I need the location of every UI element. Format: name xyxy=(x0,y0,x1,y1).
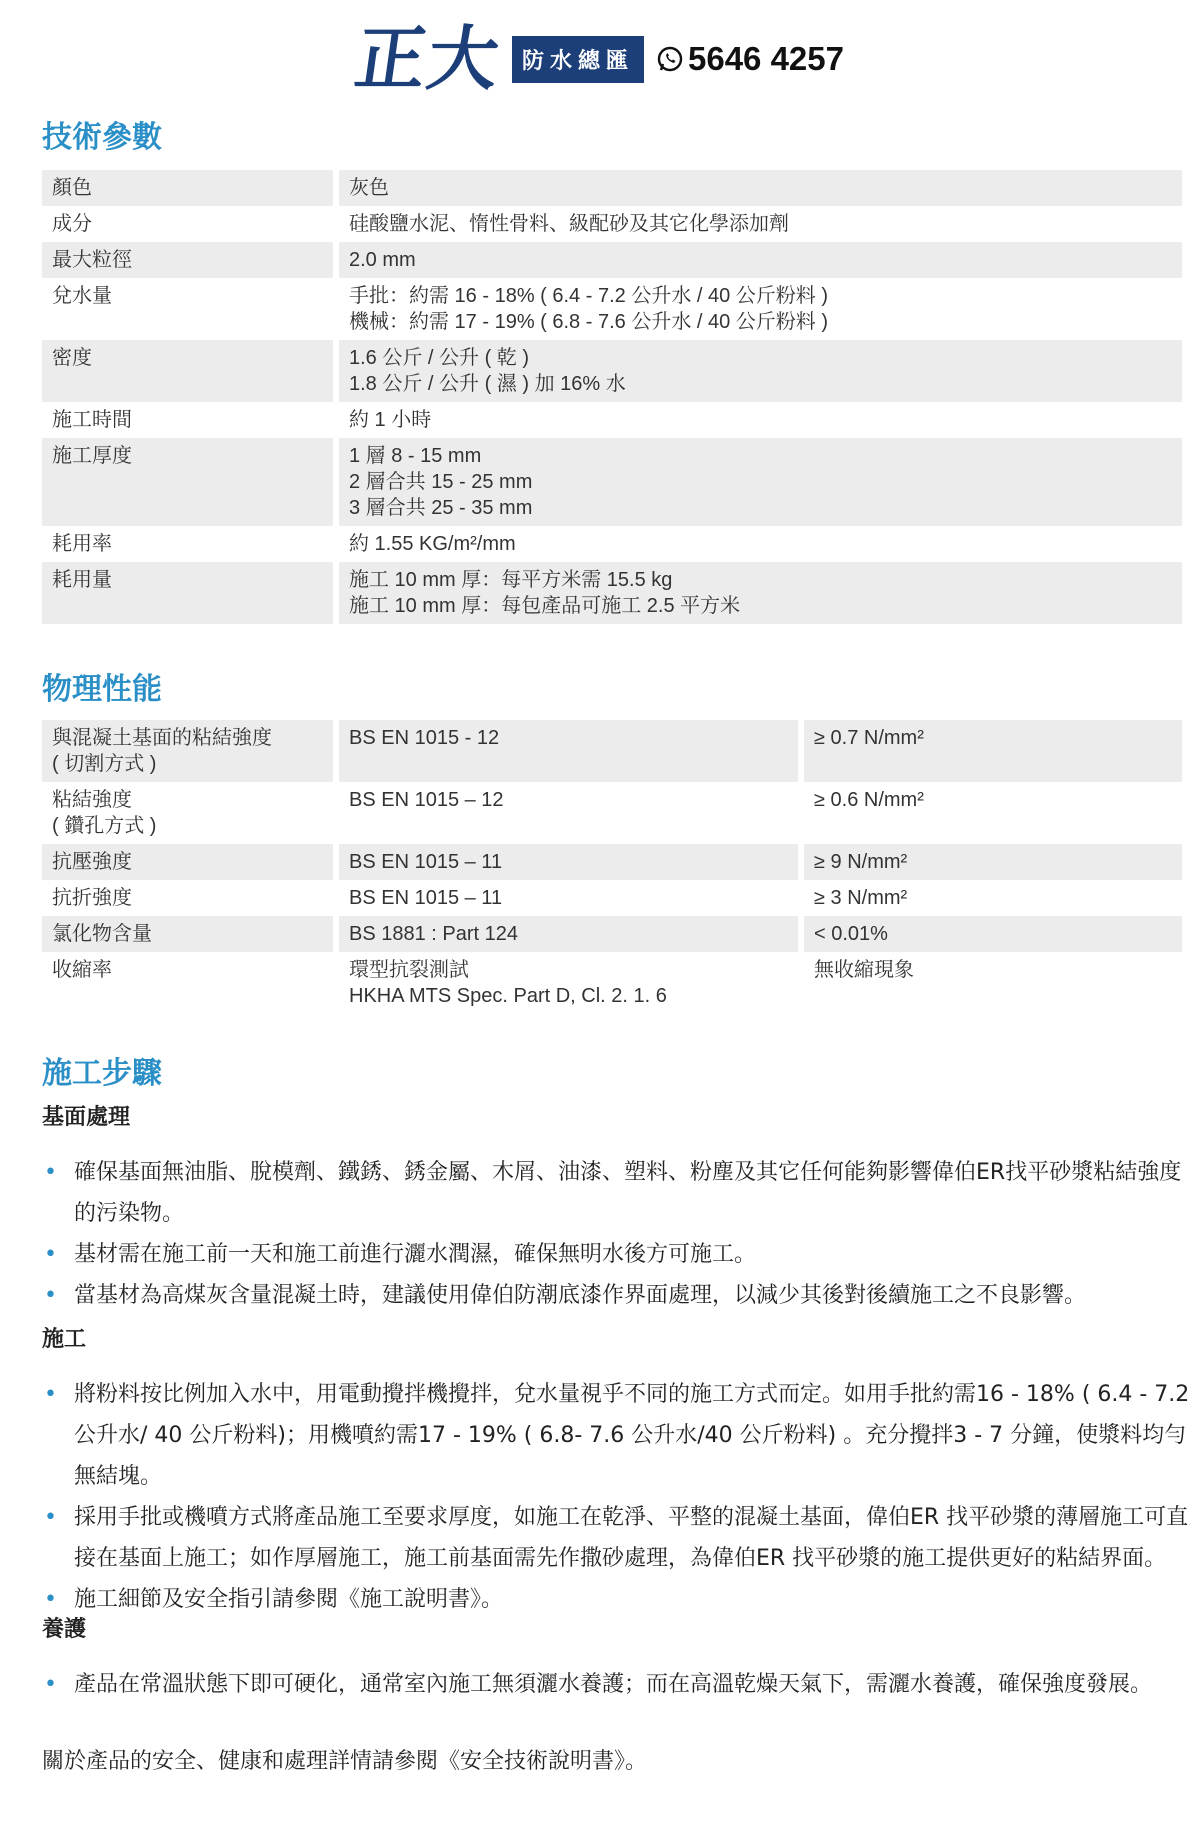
cell-line: 氯化物含量 xyxy=(52,923,152,945)
bullet-icon: • xyxy=(44,1382,57,1407)
bullet-icon: • xyxy=(44,1505,57,1530)
list-item xyxy=(42,1234,1192,1275)
cell-line: 機械：約需 17 - 19% ( 6.8 - 7.6 公升水 / 40 公斤粉料 ) xyxy=(349,311,829,333)
cell-line: 2.0 mm xyxy=(349,249,416,271)
cell-line: BS 1881 : Part 124 xyxy=(349,923,519,945)
tech-params-table xyxy=(42,170,1182,624)
list-item xyxy=(42,1275,1192,1316)
param-value xyxy=(339,438,1182,526)
table-row xyxy=(42,952,1182,1014)
property-value: ≥ 0.7 N/mm² xyxy=(804,720,1182,782)
bullet-icon: • xyxy=(44,1587,57,1612)
physical-table xyxy=(42,720,1182,1014)
brand-tagline: 防水總匯 xyxy=(512,36,644,83)
cell-line: 抗壓強度 xyxy=(52,851,132,873)
test-standard xyxy=(339,952,804,1014)
param-label: 密度 xyxy=(42,340,339,402)
param-value xyxy=(339,402,1182,438)
property-label xyxy=(42,720,339,782)
cell-line: 粘結強度 xyxy=(52,789,132,811)
tech-params-title: 技術參數 xyxy=(42,120,162,155)
table-row xyxy=(42,242,1182,278)
property-label xyxy=(42,880,339,916)
cell-line: 與混凝土基面的粘結強度 xyxy=(52,727,272,749)
test-standard xyxy=(339,916,804,952)
safety-note: 關於產品的安全、健康和處理詳情請參閱《安全技術說明書》。 xyxy=(42,1749,648,1774)
property-label xyxy=(42,844,339,880)
property-value: 無收縮現象 xyxy=(814,959,914,981)
list-item xyxy=(42,1152,1192,1234)
list-item xyxy=(42,1497,1192,1579)
list-item-text: 當基材為高煤灰含量混凝土時，建議使用偉伯防潮底漆作界面處理，以減少其後對後續施工之不良影響。 xyxy=(74,1283,1087,1308)
property-value: ≥ 0.6 N/mm² xyxy=(814,789,924,811)
cell-line: ( 切割方式 ) xyxy=(52,753,157,775)
list-item-text: 將粉料按比例加入水中，用電動攪拌機攪拌，兌水量視乎不同的施工方式而定。如用手批約需16 - 18% ( 6.4 - 7.2 公升水/ 40 公斤粉料)；用機噴約需17 - 19% ( 6.8- 7.6 公升水/40 公斤粉料) 。充分攪拌3 - 7 分鐘，使漿料均勻無結塊。 xyxy=(74,1382,1190,1489)
whatsapp-icon xyxy=(656,45,684,73)
list-item xyxy=(42,1374,1192,1497)
list-item-text: 產品在常溫狀態下即可硬化，通常室內施工無須灑水養護；而在高溫乾燥天氣下，需灑水養護，確保強度發展。 xyxy=(74,1672,1153,1697)
param-label: 耗用量 xyxy=(42,562,339,624)
bullet-icon: • xyxy=(44,1672,57,1697)
list-item xyxy=(42,1579,1192,1620)
param-label: 成分 xyxy=(42,206,339,242)
phone-number[interactable] xyxy=(656,40,844,78)
param-value xyxy=(339,562,1182,624)
param-value xyxy=(339,170,1182,206)
cell-line: ( 鑽孔方式 ) xyxy=(52,815,157,837)
curing-title: 養護 xyxy=(42,1617,87,1642)
cell-line: 1.6 公斤 / 公升 ( 乾 ) xyxy=(349,347,530,369)
list-item xyxy=(42,1664,1192,1705)
bullet-icon: • xyxy=(44,1160,57,1185)
test-standard xyxy=(339,782,804,844)
test-standard xyxy=(339,720,804,782)
cell-line: 抗折強度 xyxy=(52,887,132,909)
property-label xyxy=(42,916,339,952)
param-label: 耗用率 xyxy=(42,526,339,562)
curing-list xyxy=(42,1664,1192,1705)
cell-line: 施工 10 mm 厚：每平方米需 15.5 kg xyxy=(349,569,673,591)
cell-line: BS EN 1015 – 11 xyxy=(349,887,503,909)
table-row xyxy=(42,880,1182,916)
param-value xyxy=(339,206,1182,242)
table-row xyxy=(42,844,1182,880)
brand-logo: 正大 xyxy=(350,17,506,100)
param-value xyxy=(339,526,1182,562)
cell-line: 施工 10 mm 厚：每包產品可施工 2.5 平方米 xyxy=(349,595,741,617)
cell-line: 約 1.55 KG/m²/mm xyxy=(349,533,516,555)
param-value xyxy=(339,242,1182,278)
param-label: 施工時間 xyxy=(42,402,339,438)
table-row xyxy=(42,720,1182,782)
param-label: 施工厚度 xyxy=(42,438,339,526)
cell-line: BS EN 1015 – 11 xyxy=(349,851,503,873)
cell-line: BS EN 1015 - 12 xyxy=(349,727,500,749)
cell-line: 灰色 xyxy=(349,177,389,199)
property-label xyxy=(42,952,339,1014)
cell-line: HKHA MTS Spec. Part D, Cl. 2. 1. 6 xyxy=(349,985,667,1007)
table-row xyxy=(42,438,1182,526)
phone-text: 5646 4257 xyxy=(688,40,844,77)
property-value: ≥ 3 N/mm² xyxy=(814,887,908,909)
table-row xyxy=(42,526,1182,562)
list-item-text: 確保基面無油脂、脫模劑、鐵銹、銹金屬、木屑、油漆、塑料、粉塵及其它任何能夠影響偉伯ER找平砂漿粘結強度的污染物。 xyxy=(74,1160,1182,1226)
table-row xyxy=(42,916,1182,952)
cell-line: 硅酸鹽水泥、惰性骨料、級配砂及其它化學添加劑 xyxy=(349,213,789,235)
application-title: 施工 xyxy=(42,1327,87,1352)
surface-prep-title: 基面處理 xyxy=(42,1105,131,1130)
cell-line: 收縮率 xyxy=(52,959,112,981)
param-value xyxy=(339,340,1182,402)
property-label xyxy=(42,782,339,844)
table-row xyxy=(42,562,1182,624)
application-list xyxy=(42,1374,1192,1620)
physical-title: 物理性能 xyxy=(42,672,162,707)
bullet-icon: • xyxy=(44,1283,57,1308)
cell-line: 1.8 公斤 / 公升 ( 濕 ) 加 16% 水 xyxy=(349,373,626,395)
steps-title: 施工步驟 xyxy=(42,1056,162,1091)
surface-prep-list xyxy=(42,1152,1192,1316)
cell-line: 3 層合共 25 - 35 mm xyxy=(349,497,533,519)
cell-line: 2 層合共 15 - 25 mm xyxy=(349,471,533,493)
cell-line: BS EN 1015 – 12 xyxy=(349,789,504,811)
table-row xyxy=(42,340,1182,402)
table-row xyxy=(42,278,1182,340)
param-value xyxy=(339,278,1182,340)
cell-line: 手批：約需 16 - 18% ( 6.4 - 7.2 公升水 / 40 公斤粉料 ) xyxy=(349,285,829,307)
table-row xyxy=(42,402,1182,438)
test-standard xyxy=(339,880,804,916)
param-label: 顏色 xyxy=(42,170,339,206)
bullet-icon: • xyxy=(44,1242,57,1267)
cell-line: 約 1 小時 xyxy=(349,409,432,431)
param-label: 兌水量 xyxy=(42,278,339,340)
table-row xyxy=(42,782,1182,844)
table-row xyxy=(42,206,1182,242)
property-value: < 0.01% xyxy=(804,916,1182,952)
cell-line: 環型抗裂測試 xyxy=(349,959,469,981)
list-item-text: 採用手批或機噴方式將產品施工至要求厚度，如施工在乾淨、平整的混凝土基面，偉伯ER 找平砂漿的薄層施工可直接在基面上施工；如作厚層施工，施工前基面需先作撒砂處理，為偉伯ER 找平砂漿的施工提供更好的粘結界面。 xyxy=(74,1505,1189,1571)
table-row xyxy=(42,170,1182,206)
property-value: ≥ 9 N/mm² xyxy=(804,844,1182,880)
list-item-text: 施工細節及安全指引請參閱《施工說明書》。 xyxy=(74,1587,504,1612)
test-standard xyxy=(339,844,804,880)
cell-line: 1 層 8 - 15 mm xyxy=(349,445,482,467)
header xyxy=(0,14,1200,104)
param-label: 最大粒徑 xyxy=(42,242,339,278)
list-item-text: 基材需在施工前一天和施工前進行灑水潤濕，確保無明水後方可施工。 xyxy=(74,1242,757,1267)
